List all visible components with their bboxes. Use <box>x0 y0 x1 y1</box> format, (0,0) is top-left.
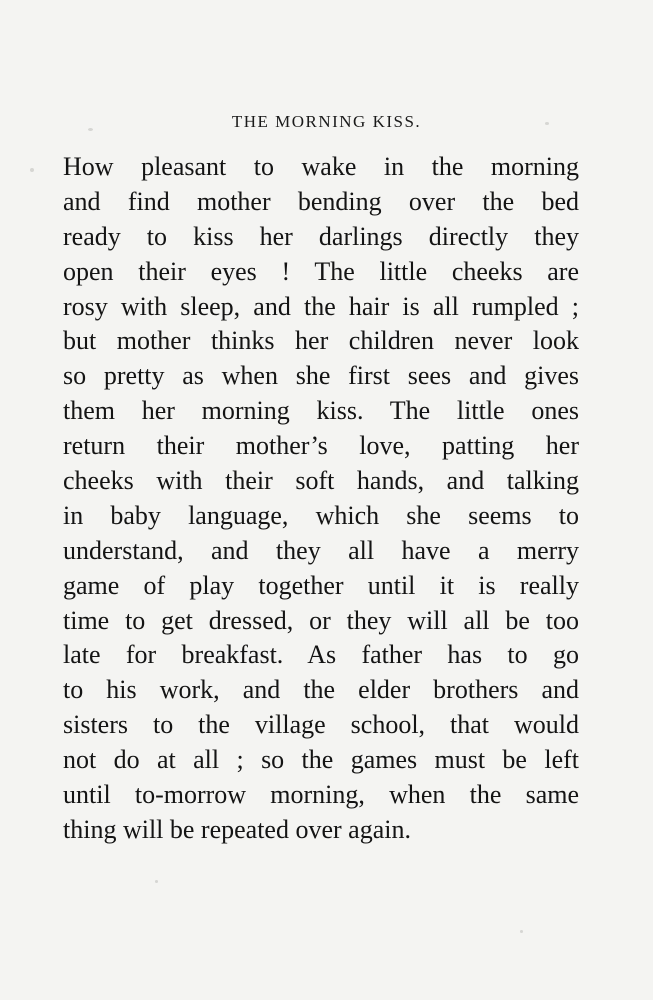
text-line: and find mother bending over the bed <box>63 186 579 216</box>
text-line: until to-morrow morning, when the same <box>63 780 579 810</box>
text-line: game of play together until it is really <box>63 570 579 600</box>
text-line: understand, and they all have a merry <box>63 535 579 565</box>
text-line: late for breakfast. As father has to go <box>63 640 579 670</box>
body-text <box>63 150 579 848</box>
text-line: sisters to the village school, that would <box>63 710 579 740</box>
text-line: thing will be repeated over again. <box>63 814 411 844</box>
text-line: How pleasant to wake in the morning <box>63 152 579 181</box>
text-line: them her morning kiss. The little ones <box>63 396 579 426</box>
page-title: THE MORNING KISS. <box>231 112 422 131</box>
text-line: but mother thinks her children never look <box>63 326 579 356</box>
text-line: ready to kiss her darlings directly they <box>63 221 579 251</box>
text-line: rosy with sleep, and the hair is all rumpled ; <box>63 291 579 321</box>
text-line: return their mother’s love, patting her <box>63 431 579 461</box>
text-line: cheeks with their soft hands, and talking <box>63 466 579 496</box>
text-line: to his work, and the elder brothers and <box>63 675 579 705</box>
paper-speck <box>155 880 158 883</box>
text-line: so pretty as when she first sees and gives <box>63 361 579 391</box>
paper-speck <box>520 930 523 933</box>
text-line: time to get dressed, or they will all be too <box>63 605 579 635</box>
text-line: not do at all ; so the games must be left <box>63 745 579 775</box>
paper-speck <box>30 168 34 172</box>
text-line: open their eyes ! The little cheeks are <box>63 256 579 286</box>
text-line: in baby language, which she seems to <box>63 500 579 530</box>
